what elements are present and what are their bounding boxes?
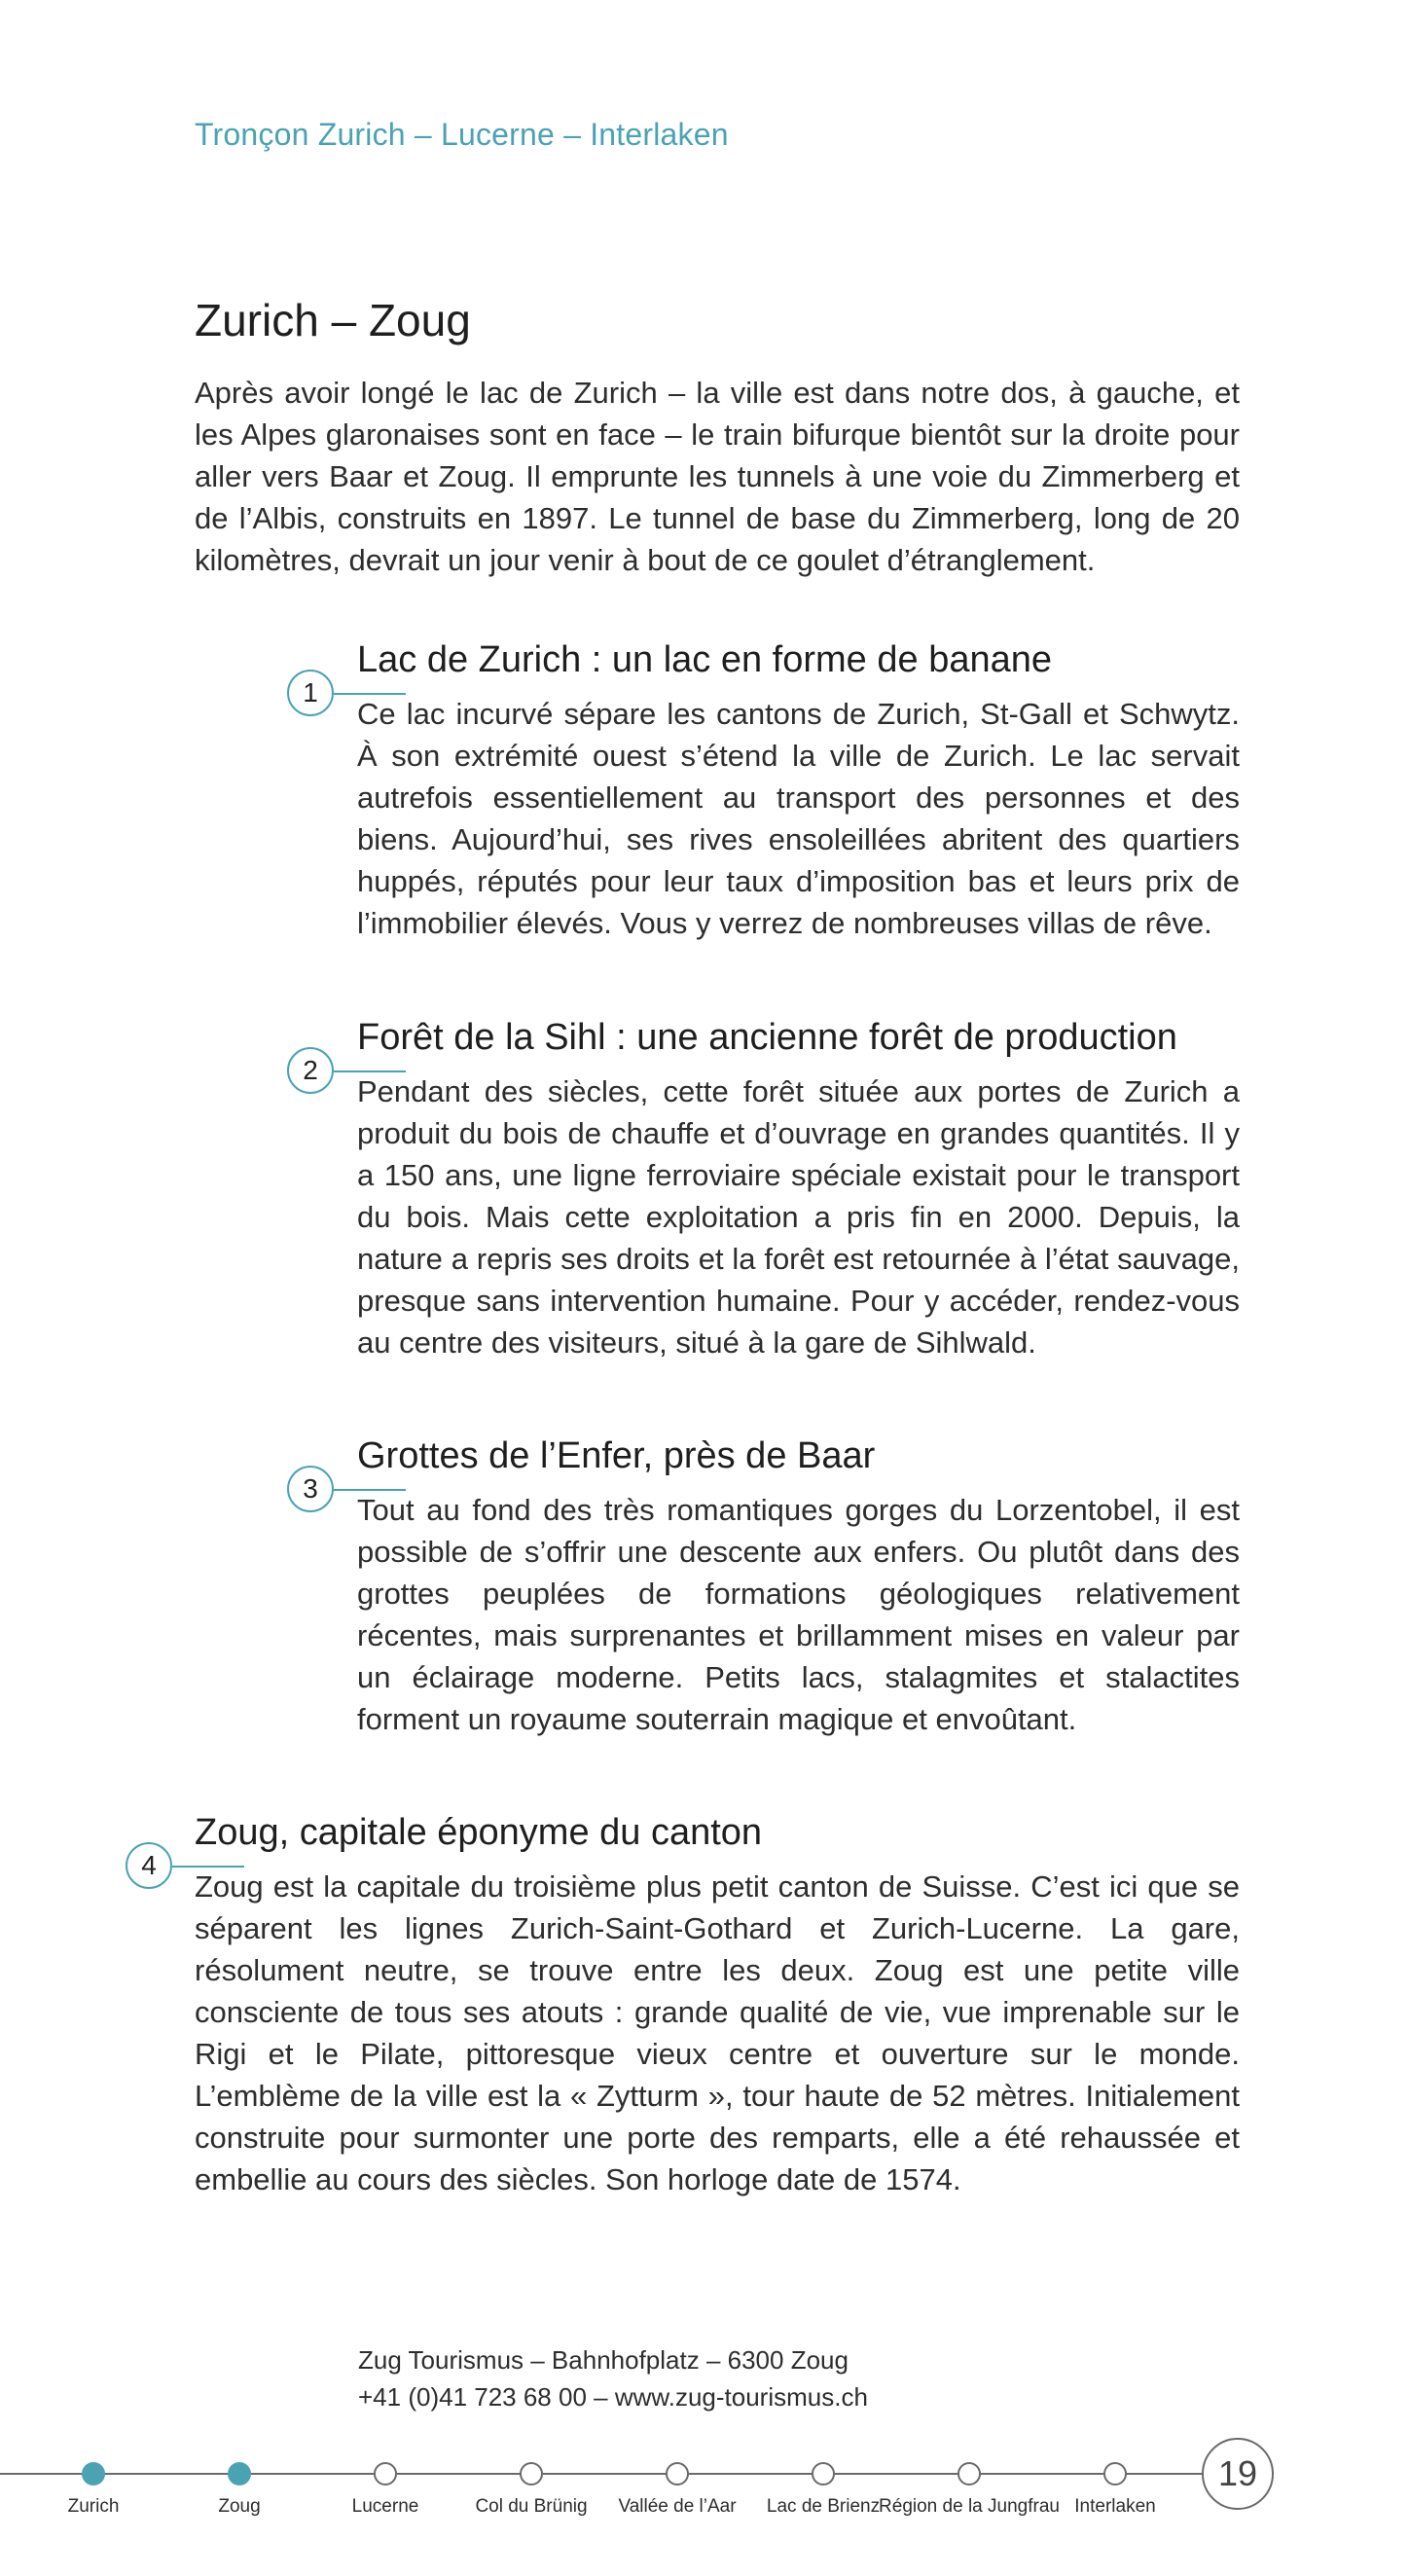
page-number: 19 (1202, 2438, 1274, 2510)
point-marker-2: 2 (287, 1047, 334, 1094)
contact-info (358, 2341, 868, 2415)
route-stop-dot-vallee-de-l-aar (666, 2462, 689, 2485)
point-section-3 (357, 1433, 1240, 1740)
route-stop-label-col-du-brunig: Col du Brünig (475, 2496, 588, 2517)
route-stop-label-zurich: Zurich (67, 2496, 120, 2517)
route-stop-dot-zurich (82, 2462, 105, 2485)
intro-paragraph: Après avoir longé le lac de Zurich – la ville est dans notre dos, à gauche, et les Alpes glaronaises sont en face – le train bifurque bientôt sur la droite pour aller vers Baar et Zoug. Il emprunte les tunnels à une voie du Zimmerberg et de l’Albis, construits en 1897. Le tunnel de base du Zimmerberg, long de 20 kilomètres, devrait un jour venir à bout de ce goulet d’étranglement. (195, 376, 1240, 577)
point-title-2: Forêt de la Sihl : une ancienne forêt de production (357, 1017, 1177, 1058)
route-stop-label-interlaken: Interlaken (1074, 2496, 1156, 2517)
contact-address: Zug Tourismus – Bahnhofplatz – 6300 Zoug (358, 2345, 849, 2375)
route-stop-dot-lac-de-brienz (812, 2462, 835, 2485)
route-stop-dot-lucerne (374, 2462, 397, 2485)
contact-phone-web: +41 (0)41 723 68 00 – www.zug-tourismus.ch (358, 2382, 868, 2412)
point-section-4 (195, 1809, 1240, 2200)
page-title: Zurich – Zoug (195, 295, 471, 345)
route-stop-dot-region-de-la-jungfrau (957, 2462, 981, 2485)
point-text-4: Zoug est la capitale du troisième plus petit canton de Suisse. C’est ici que se séparent les lignes Zurich-Saint-Gothard et Zurich-Lucerne. La gare, résolument neutre, se trouve entre les deux. Zoug est une petite ville consciente de tous ses atouts : grande qualité de vie, vue imprenable sur le Rigi et le Pilate, pittoresque vieux centre et ouverture sur le monde. L’emblème de la ville est la « Zytturm », tour haute de 52 mètres. Initialement construite pour surmonter une porte des remparts, elle a été rehaussée et embellie au cours des siècles. Son horloge date de 1574. (195, 1869, 1240, 2196)
route-stop-dot-zoug (228, 2462, 251, 2485)
section-label: Tronçon Zurich – Lucerne – Interlaken (195, 117, 729, 152)
route-line (0, 2473, 1202, 2475)
point-marker-4: 4 (126, 1842, 172, 1889)
point-title-4: Zoug, capitale éponyme du canton (195, 1812, 763, 1853)
point-text-1: Ce lac incurvé sépare les cantons de Zurich, St-Gall et Schwytz. À son extrémité ouest s’étend la ville de Zurich. Le lac servait autrefois essentiellement au transport des personnes et des biens. Aujourd’hui, ses rives ensoleillées abritent des quartiers huppés, réputés pour leur taux d’imposition bas et leurs prix de l’immobilier élevés. Vous y verrez de nombreuses villas de rêve. (357, 697, 1240, 940)
point-text-2: Pendant des siècles, cette forêt située aux portes de Zurich a produit du bois de chauffe et d’ouvrage en grandes quantités. Il y a 150 ans, une ligne ferroviaire spéciale existait pour le transport du bois. Mais cette exploitation a pris fin en 2000. Depuis, la nature a repris ses droits et la forêt est retournée à l’état sauvage, presque sans intervention humaine. Pour y accéder, rendez-vous au centre des visiteurs, situé à la gare de Sihlwald. (357, 1074, 1240, 1360)
route-stop-label-zoug: Zoug (218, 2496, 261, 2517)
point-marker-3: 3 (287, 1466, 334, 1512)
route-stop-label-lac-de-brienz: Lac de Brienz (766, 2496, 881, 2517)
point-title-1: Lac de Zurich : un lac en forme de banane (357, 639, 1053, 680)
point-text-3: Tout au fond des très romantiques gorges du Lorzentobel, il est possible de s’offrir une descente aux enfers. Ou plutôt dans des grottes peuplées de formations géologiques relativement récentes, mais surprenantes et brillamment mises en valeur par un éclairage moderne. Petits lacs, stalagmites et stalactites forment un royaume souterrain magique et envoûtant. (357, 1493, 1240, 1736)
point-marker-1: 1 (287, 670, 334, 716)
route-stop-label-lucerne: Lucerne (351, 2496, 419, 2517)
route-stop-dot-interlaken (1103, 2462, 1127, 2485)
point-section-1 (357, 636, 1240, 944)
route-stop-dot-col-du-brunig (520, 2462, 543, 2485)
point-title-3: Grottes de l’Enfer, près de Baar (357, 1435, 876, 1476)
route-stop-label-vallee-de-l-aar: Vallée de l’Aar (618, 2496, 737, 2517)
route-stop-label-region-de-la-jungfrau: Région de la Jungfrau (879, 2496, 1060, 2517)
point-section-2 (357, 1014, 1240, 1363)
